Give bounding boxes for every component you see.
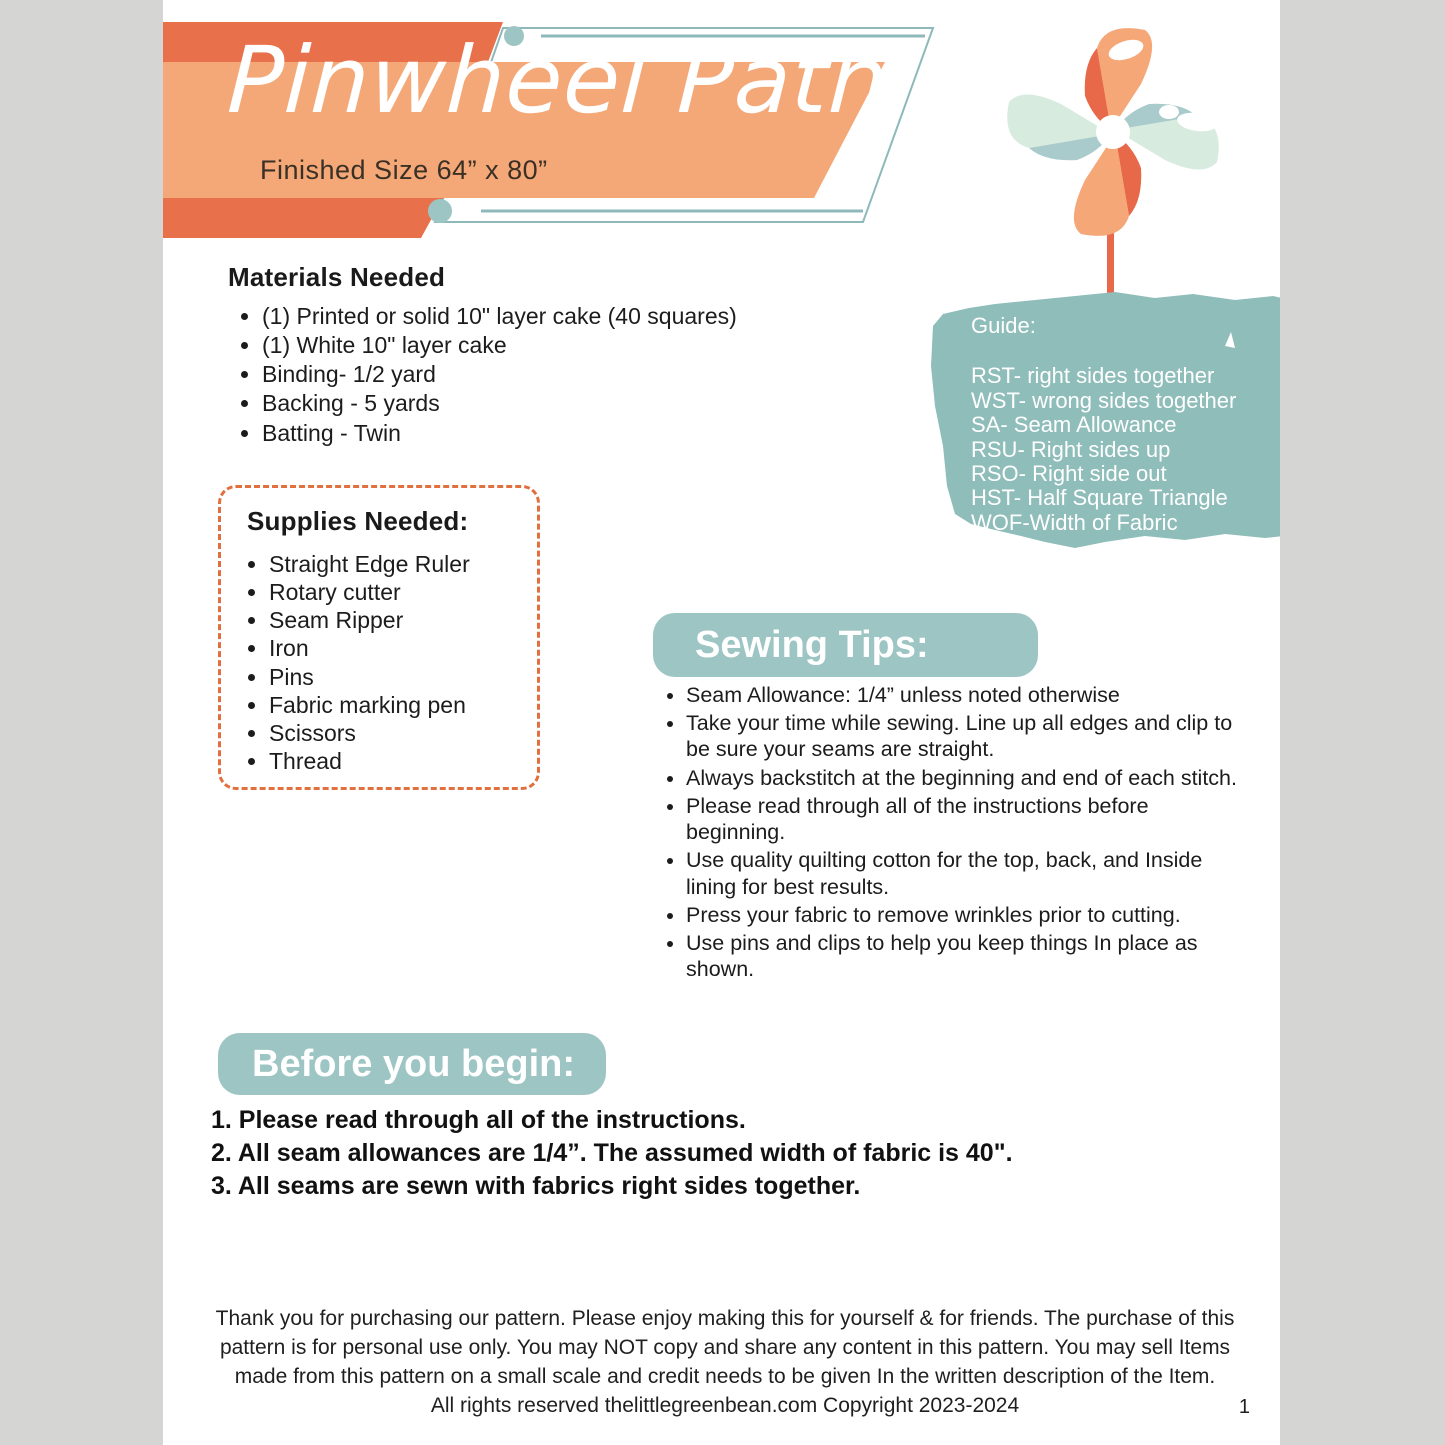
guide-entry: WST- wrong sides together [971,387,1237,413]
materials-heading: Materials Needed [228,262,446,292]
list-item: • Scissors [269,720,523,747]
sewing-tips-badge [653,613,1038,677]
guide-text-block [971,314,1236,535]
guide-entry: HST- Half Square Triangle [971,485,1228,511]
numbered-item: 3. All seams are sewn with fabrics right sides together. [211,1172,861,1200]
sewing-tips-list [653,682,1253,982]
supplies-list [235,551,523,775]
list-item: • Pins [269,664,523,691]
guide-entry: RST- right sides together [971,363,1215,389]
list-item: • Seam Ripper [269,607,523,634]
list-item: • Always backstitch at the beginning and end of each stitch. [686,765,1253,791]
pinwheel-highlight-right-small [1159,105,1179,119]
guide-heading: Guide: [971,313,1036,338]
numbered-item: 1. Please read through all of the instructions. [211,1106,746,1134]
pinwheel-center [1096,115,1130,149]
supplies-box [218,485,540,790]
numbered-item: 2. All seam allowances are 1/4”. The assumed width of fabric is 40". [211,1139,1013,1167]
list-item: • Use quality quilting cotton for the top, back, and Inside lining for best results. [686,847,1253,899]
before-you-begin-section [211,1105,1211,1204]
before-you-begin-heading: Before you begin: [252,1042,576,1085]
list-item: • Rotary cutter [269,579,523,606]
finished-size-label: Finished Size 64” x 80” [260,155,548,185]
list-item: • Press your fabric to remove wrinkles prior to cutting. [686,902,1253,928]
list-item: • Straight Edge Ruler [269,551,523,578]
footer-copyright [215,1305,1235,1421]
guide-entry: RSU- Right sides up [971,436,1171,462]
list-item: • Binding- 1/2 yard [262,361,788,388]
list-item: • Thread [269,748,523,775]
list-item: • Iron [269,635,523,662]
page-number: 1 [1238,1396,1250,1418]
guide-spacer [971,338,1236,364]
materials-section [228,262,788,449]
footer-line: pattern is for personal use only. You may NOT copy and share any content in this pattern. You may sell Items [219,1335,1231,1359]
materials-list [228,303,788,447]
guide-box [925,286,1280,576]
list-item: • Please read through all of the instructions before beginning. [686,793,1253,845]
list-item: • Backing - 5 yards [262,390,788,417]
sewing-tips-section [653,682,1253,984]
guide-entry: RSO- Right side out [971,461,1167,487]
list-item: • (1) White 10" layer cake [262,332,788,359]
list-item: • Seam Allowance: 1/4” unless noted otherwise [686,682,1253,708]
sewing-tips-heading: Sewing Tips: [695,623,929,666]
list-item: • (1) Printed or solid 10" layer cake (40 squares) [262,303,788,330]
list-item: • Batting - Twin [262,420,788,447]
before-you-begin-badge [218,1033,606,1095]
guide-entry: SA- Seam Allowance [971,412,1177,438]
teal-dot-icon-bottom [428,199,452,223]
list-item: • Use pins and clips to help you keep things In place as shown. [686,930,1253,982]
list-item: • Fabric marking pen [269,692,523,719]
footer-line: All rights reserved thelittlegreenbean.com Copyright 2023-2024 [430,1393,1020,1417]
page-title: Pinwheel Path [225,27,891,134]
list-item: • Take your time while sewing. Line up all edges and clip to be sure your seams are straight. [686,710,1253,762]
pattern-page [163,0,1280,1445]
footer-line: made from this pattern on a small scale and credit needs to be given In the written description of the Item. [234,1364,1216,1388]
banner-bottom-strip [163,198,443,238]
supplies-heading: Supplies Needed: [247,506,469,536]
footer-line: Thank you for purchasing our pattern. Please enjoy making this for yourself & for friends. The purchase of this [215,1307,1235,1330]
guide-entry: WOF-Width of Fabric [971,509,1178,535]
